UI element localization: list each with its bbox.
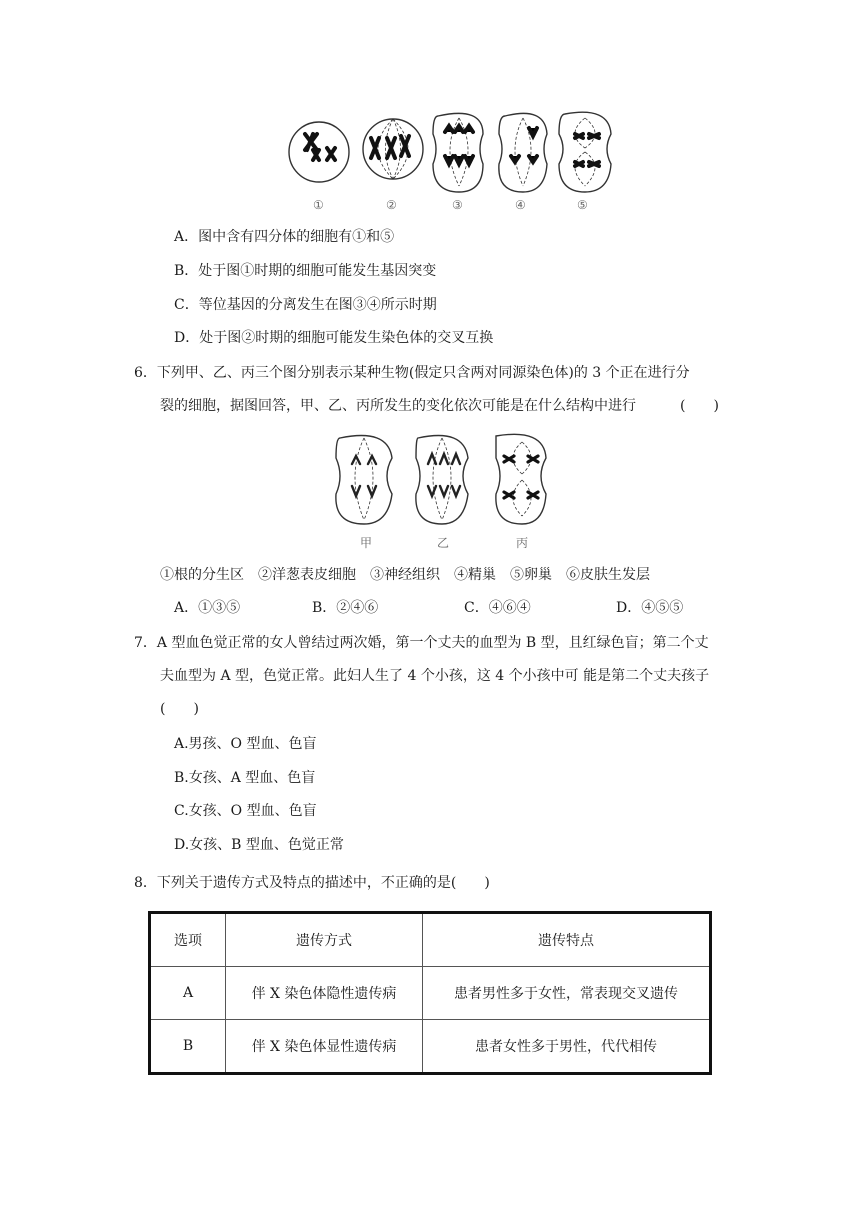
q7-option-d: D.女孩、B 型血、色觉正常 — [174, 837, 344, 853]
q7-stem-line2: 夫血型为 A 型，色觉正常。此妇人生了 4 个小孩，这 4 个小孩中可 能是第二个丈夫孩子 — [160, 668, 710, 684]
q6-option-d: D．④⑤⑤ — [616, 600, 684, 616]
header-option: 选项 — [150, 913, 226, 967]
cell-division-figure-q6 — [330, 428, 550, 528]
cell-feature: 患者男性多于女性，常表现交叉遗传 — [423, 967, 711, 1020]
q7-option-a: A.男孩、O 型血、色盲 — [174, 736, 317, 752]
header-feature: 遗传特点 — [423, 913, 711, 967]
figure-label-5: ⑤ — [577, 198, 588, 212]
q7-stem-line1: 7．A 型血色觉正常的女人曾结过两次婚，第一个丈夫的血型为 B 型，且红绿色盲；第二个丈 — [134, 635, 709, 651]
header-mode: 遗传方式 — [226, 913, 423, 967]
cell-option: A — [150, 967, 226, 1020]
inheritance-table — [148, 911, 712, 1075]
figure-label-jia: 甲 — [360, 536, 373, 550]
table-header-row — [150, 913, 711, 967]
q6-items: ①根的分生区 ②洋葱表皮细胞 ③神经组织 ④精巢 ⑤卵巢 ⑥皮肤生发层 — [160, 567, 650, 583]
figure-label-2: ② — [386, 198, 397, 212]
figure-label-3: ③ — [452, 198, 463, 212]
figure-label-4: ④ — [515, 198, 526, 212]
cell-division-figure-q5 — [283, 104, 623, 194]
cell-option: B — [150, 1020, 226, 1074]
cell-feature: 患者女性多于男性，代代相传 — [423, 1020, 711, 1074]
cell-mode: 伴 X 染色体隐性遗传病 — [226, 967, 423, 1020]
figure-label-bing: 丙 — [516, 536, 529, 550]
table-row — [150, 967, 711, 1020]
q6-option-a: A．①③⑤ — [174, 600, 241, 616]
q5-option-b: B．处于图①时期的细胞可能发生基因突变 — [174, 263, 437, 279]
q6-answer-paren: ( ) — [680, 398, 719, 414]
q6-option-c: C．④⑥④ — [464, 600, 531, 616]
figure-label-1: ① — [313, 198, 324, 212]
q5-option-d: D．处于图②时期的细胞可能发生染色体的交叉互换 — [174, 330, 494, 346]
q7-option-b: B.女孩、A 型血、色盲 — [174, 770, 316, 786]
q8-stem: 8．下列关于遗传方式及特点的描述中，不正确的是( ) — [134, 875, 490, 891]
q6-stem-line1: 6．下列甲、乙、丙三个图分别表示某种生物(假定只含两对同源染色体)的 3 个正在进行分 — [134, 365, 690, 381]
q5-option-c: C．等位基因的分离发生在图③④所示时期 — [174, 297, 437, 313]
q7-answer-paren: ( ) — [160, 701, 199, 717]
q6-option-b: B．②④⑥ — [312, 600, 379, 616]
figure-label-yi: 乙 — [437, 536, 450, 550]
table-row — [150, 1020, 711, 1074]
q7-option-c: C.女孩、O 型血、色盲 — [174, 803, 317, 819]
q6-stem-line2: 裂的细胞，据图回答，甲、乙、丙所发生的变化依次可能是在什么结构中进行 — [160, 398, 636, 414]
cell-mode: 伴 X 染色体显性遗传病 — [226, 1020, 423, 1074]
q5-option-a: A．图中含有四分体的细胞有①和⑤ — [174, 229, 395, 245]
